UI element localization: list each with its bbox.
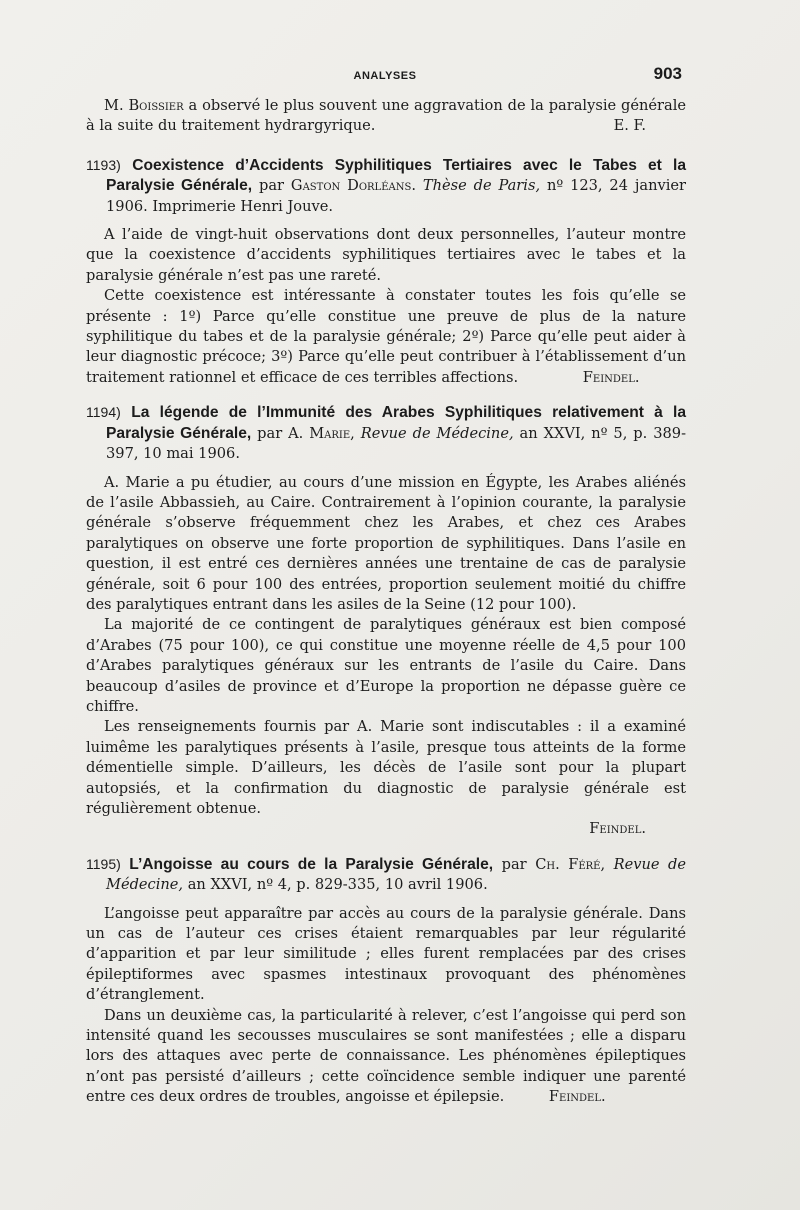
entry-1193 — [86, 155, 686, 388]
entry-details: nº 123, 24 janvier 1906. Imprimerie Henri Jouve. — [106, 177, 687, 215]
entry-signature: Feindel. — [589, 820, 646, 838]
entry-number: 1193) — [86, 156, 121, 173]
entry-paragraph: L’angoisse peut apparaître par accès au cours de la paralysie générale. Dans un cas de l’auteur ces crises étaient remarquables par leur régularité d’apparition et par leur similitude ; elles furent remplacées par des crises épileptiformes avec spasmes intestinaux provoquant des phénomènes d’étranglement. — [86, 904, 686, 1004]
entry-byline: par — [501, 855, 527, 873]
entry-title: L’Angoisse au cours de la Paralysie Générale, — [129, 855, 494, 873]
entry-number: 1194) — [86, 404, 121, 421]
page-body — [86, 96, 686, 1108]
entry-paragraph: Les renseignements fournis par A. Marie sont indiscutables : il a examiné luimême les paralytiques présents à l’asile, presque tous atteints de la forme démentielle simple. D’ailleurs, les décès de l’asile sont pour la plupart autopsiés, et la confirmation du diagnostic de paralysie générale est régulièrement obtenue. — [86, 718, 686, 817]
entry-byline: par — [259, 177, 285, 195]
entry-number: 1195) — [86, 855, 121, 872]
entry-paragraph-text: Cette coexistence est intéressante à constater toutes les fois qu’elle se présente : 1º) Parce qu’elle constitue une preuve de plus de la nature syphilitique du tabes et de la paralysie générale; 2º) Parce qu’elle peut aider à leur diagnostic précoce; 3º) Parce qu’elle peut contribuer à l’établissement d’un traitement rationnel et efficace de ces terribles affections. — [86, 287, 686, 386]
entry-paragraph — [86, 1006, 686, 1108]
entry-paragraph: La majorité de ce contingent de paralytiques généraux est bien composé d’Arabes (75 pour 100), ce qui constitue une moyenne réelle de 4,5 pour 100 d’Arabes paralytiques généraux sur les entrants de l’asile du Caire. Dans beaucoup d’asiles de province et d’Europe la proportion ne dépasse guère ce chiffre. — [86, 616, 686, 715]
entry-1195 — [86, 854, 686, 1108]
entry-heading — [86, 155, 686, 217]
entry-source: Revue de Médecine, — [106, 855, 687, 894]
entry-paragraph: A l’aide de vingt-huit observations dont deux personnelles, l’auteur montre que la coexistence d’accidents syphilitiques tertiaires avec le tabes et la paralysie générale n’est pas une rareté. — [86, 226, 686, 284]
entry-heading — [86, 854, 686, 896]
entry-title: Coexistence d’Accidents Syphilitiques Tertiaires avec le Tabes et la Paralysie Générale, — [106, 156, 686, 195]
entry-heading — [86, 402, 686, 464]
running-title: ANALYSES — [353, 70, 417, 82]
entry-author: A. Marie, — [288, 424, 355, 442]
entry-1194 — [86, 402, 686, 840]
intro-signature: E. F. — [613, 117, 646, 135]
entry-paragraph: A. Marie a pu étudier, au cours d’une mission en Égypte, les Arabes aliénés de l’asile Abbassieh, au Caire. Contrairement à l’opinion courante, la paralysie générale s’observe fréquemment chez les Arabes, et chez ces Arabes paralytiques on observe une forte proportion de syphilitiques. Dans l’asile en question, il est entré ces dernières années une trentaine de cas de paralysie générale, soit 6 pour 100 des entrées, proportion seulement moitié du chiffre des paralytiques entrant dans les asiles de la Seine (12 pour 100). — [86, 473, 686, 613]
entry-paragraph — [86, 286, 686, 388]
entry-author: Ch. Féré, — [535, 855, 606, 873]
entry-details: an XXVI, nº 5, p. 389-397, 10 mai 1906. — [106, 424, 686, 463]
entry-signature: Feindel. — [548, 1088, 606, 1106]
entry-source: Revue de Médecine, — [360, 424, 514, 442]
entry-author: Gaston Dorléans. — [290, 177, 416, 195]
intro-author: M. Boissier — [104, 97, 184, 114]
entry-byline: par — [257, 424, 283, 442]
entry-paragraph-text: Dans un deuxième cas, la particularité à relever, c’est l’angoisse qui perd son intensité quand les secousses musculaires se sont manifestées ; elle a disparu lors des attaques avec perte de connaissance. Les phénomènes épileptiques n’ont pas persisté d’ailleurs ; cette coïncidence semble indiquer une parenté entre ces deux ordres de troubles, angoisse et épilepsie. — [86, 1006, 686, 1106]
entry-title: La légende de l’Immunité des Arabes Syphilitiques relativement à la Paralysie Générale, — [106, 404, 687, 442]
entry-source: Thèse de Paris, — [422, 177, 541, 195]
entry-details: an XXVI, nº 4, p. 829-335, 10 avril 1906. — [187, 876, 488, 894]
page-number: 903 — [653, 64, 682, 83]
page-header — [88, 64, 682, 90]
intro-paragraph — [86, 96, 686, 137]
entry-signature: Feindel. — [582, 368, 640, 386]
intro-text: a observé le plus souvent une aggravation de la paralysie générale à la suite du traitement hydrargyrique. — [86, 97, 686, 135]
